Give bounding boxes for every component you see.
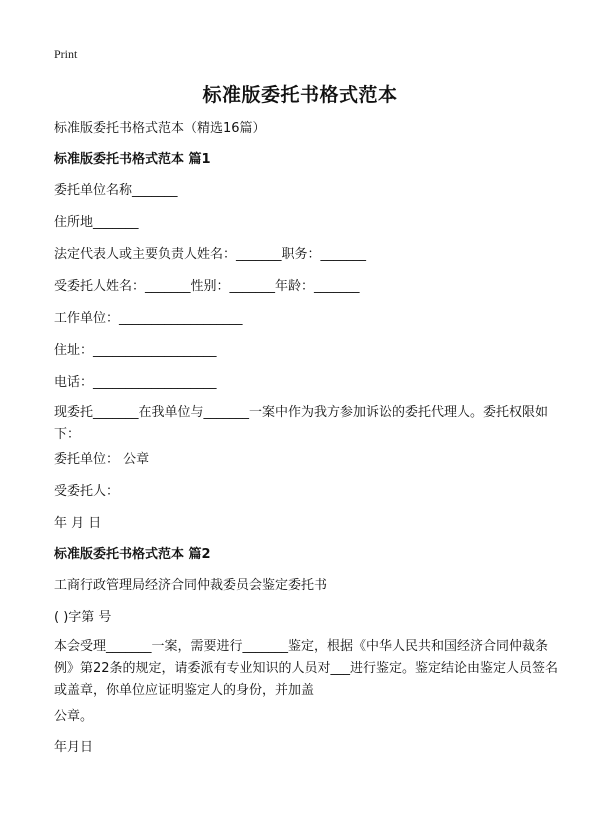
- field-phone: 电话：___________________: [54, 375, 217, 390]
- print-link[interactable]: Print: [54, 47, 78, 61]
- section2-paragraph: 本会受理_______一案，需要进行_______鉴定，根据《中华人民共和国经济合同仲裁条例》第22条的规定，请委派有专业知识的人员对___进行鉴定。鉴定结论由鉴定人员签名或盖章，你单位应证明鉴定人的身份，并加盖: [54, 639, 559, 698]
- section1-authorization-paragraph: 现委托_______在我单位与_______一案中作为我方参加诉讼的委托代理人。委托权限如下：: [54, 405, 549, 442]
- field-agent-signature: 受委托人：: [54, 484, 120, 499]
- section2-document-number: ( )字第 号: [54, 610, 112, 625]
- field-workplace: 工作单位：___________________: [54, 311, 243, 326]
- section2-date: 年月日: [54, 740, 94, 755]
- field-legal-representative: 法定代表人或主要负责人姓名：_______职务：_______: [54, 247, 367, 262]
- field-address: 住所地_______: [54, 215, 139, 230]
- section1-date: 年 月 日: [54, 516, 102, 531]
- field-client-name: 委托单位名称_______: [54, 183, 178, 198]
- section1-heading: 标准版委托书格式范本 篇1: [54, 152, 211, 167]
- section2-seal-text: 公章。: [54, 709, 94, 724]
- intro-text: 标准版委托书格式范本（精选16篇）: [54, 121, 266, 136]
- document-title: 标准版委托书格式范本: [202, 84, 398, 106]
- field-residence: 住址：___________________: [54, 343, 217, 358]
- field-agent-info: 受委托人姓名：_______性别：_______年龄：_______: [54, 279, 360, 294]
- section2-subtitle: 工商行政管理局经济合同仲裁委员会鉴定委托书: [54, 578, 328, 593]
- field-client-seal: 委托单位： 公章: [54, 452, 150, 467]
- section2-heading: 标准版委托书格式范本 篇2: [54, 547, 211, 562]
